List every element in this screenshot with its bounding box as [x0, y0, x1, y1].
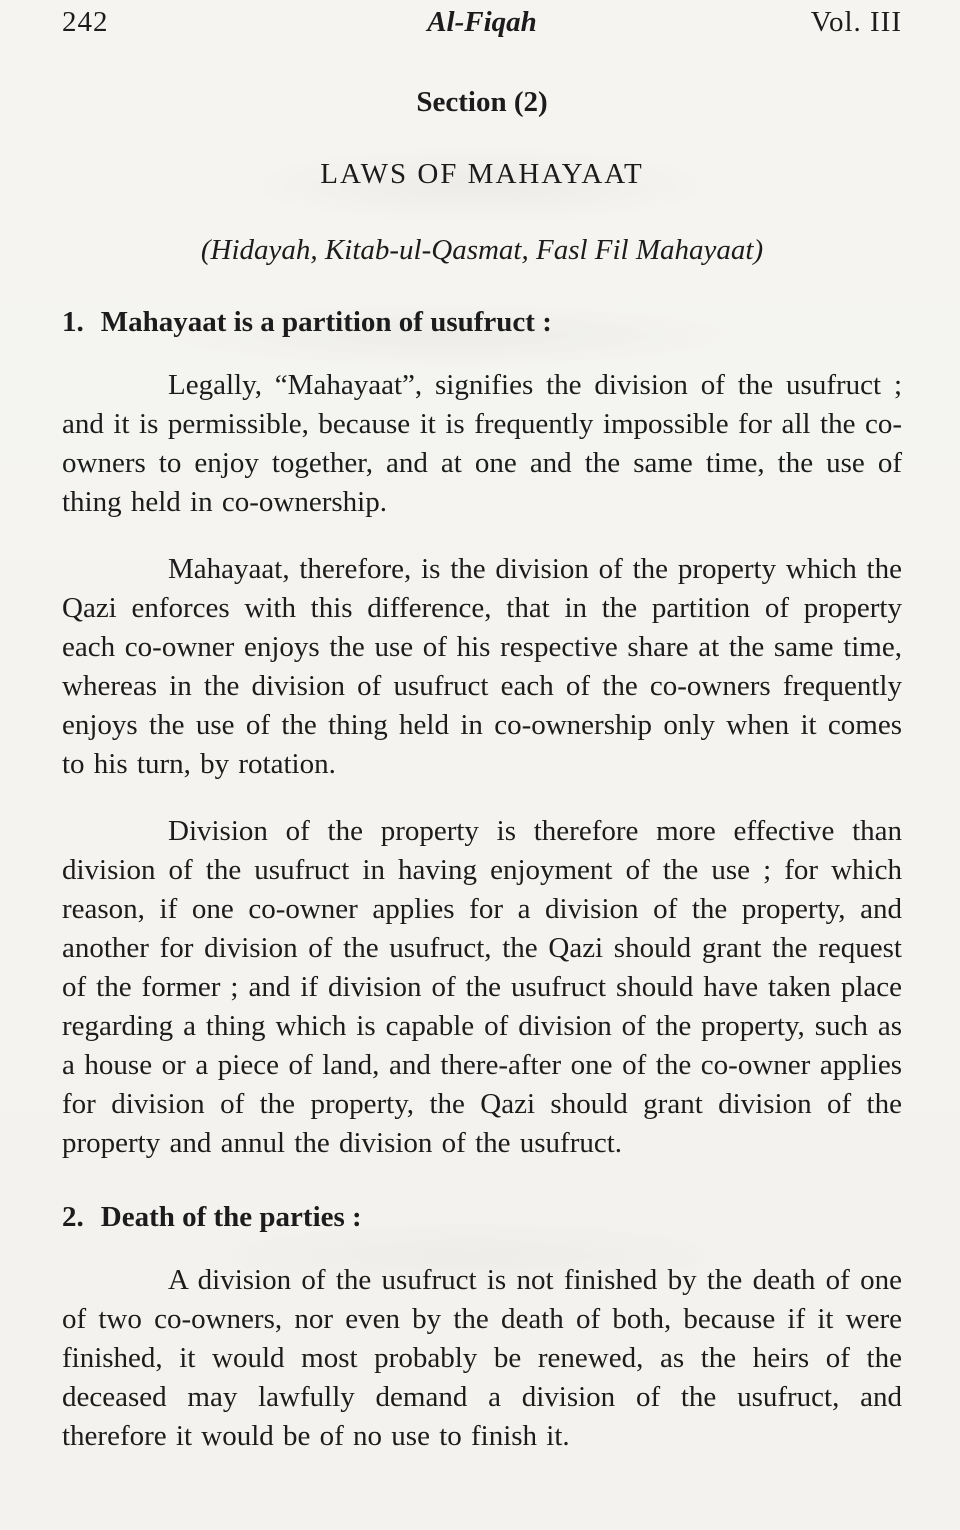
section-2-heading-text: Death of the parties :	[100, 1201, 362, 1233]
section-label: Section (2)	[416, 86, 548, 118]
section-death-of-parties	[62, 1199, 902, 1456]
page-header	[62, 4, 902, 40]
volume-label: Vol. III	[810, 6, 902, 38]
page-number: 242	[62, 6, 109, 38]
paragraph-legally-mahayaat: Legally, “Mahayaat”, signifies the division of the usufruct ; and it is permissible, because it is frequently impossible for all the co-owners to enjoy together, and at one and the same time, the use of thing held in co-ownership.	[62, 369, 902, 518]
section-1-heading-number: 1.	[62, 306, 84, 338]
section-1-heading-text: Mahayaat is a partition of usufruct :	[100, 306, 552, 338]
section-1-heading	[62, 304, 902, 340]
paragraph-division-not-finished: A division of the usufruct is not finished by the death of one of two co-owners, nor even by the death of both, because if it were finished, it would most probably be renewed, as the heirs of the deceased may lawfully demand a division of the usufruct, and therefore it would be of no use to finish it.	[62, 1264, 902, 1452]
section-2-heading-number: 2.	[62, 1201, 84, 1233]
section-mahayaat-partition	[62, 304, 902, 1163]
book-title: Al-Fiqah	[427, 6, 537, 38]
chapter-title: LAWS OF MAHAYAAT	[320, 158, 644, 190]
paragraph-mahayaat-therefore: Mahayaat, therefore, is the division of the property which the Qazi enforces with this difference, that in the partition of property each co-owner enjoys the use of his respective share at the same time, whereas in the division of usufruct each of the co-owners frequently enjoys the use of the thing held in co-ownership only when it comes to his turn, by rotation.	[62, 553, 902, 780]
paragraph-division-more-effective: Division of the property is therefore more effective than division of the usufruct in having enjoyment of the use ; for which reason, if one co-owner applies for a division of the property, and another for division of the usufruct, the Qazi should grant the request of the former ; and if division of the usufruct should have taken place regarding a thing which is capable of division of the property, such as a house or a piece of land, and there-after one of the co-owner applies for division of the property, the Qazi should grant division of the property and annul the division of the usufruct.	[62, 815, 902, 1159]
section-2-heading	[62, 1199, 902, 1235]
source-reference: (Hidayah, Kitab-ul-Qasmat, Fasl Fil Mahayaat)	[200, 234, 764, 266]
